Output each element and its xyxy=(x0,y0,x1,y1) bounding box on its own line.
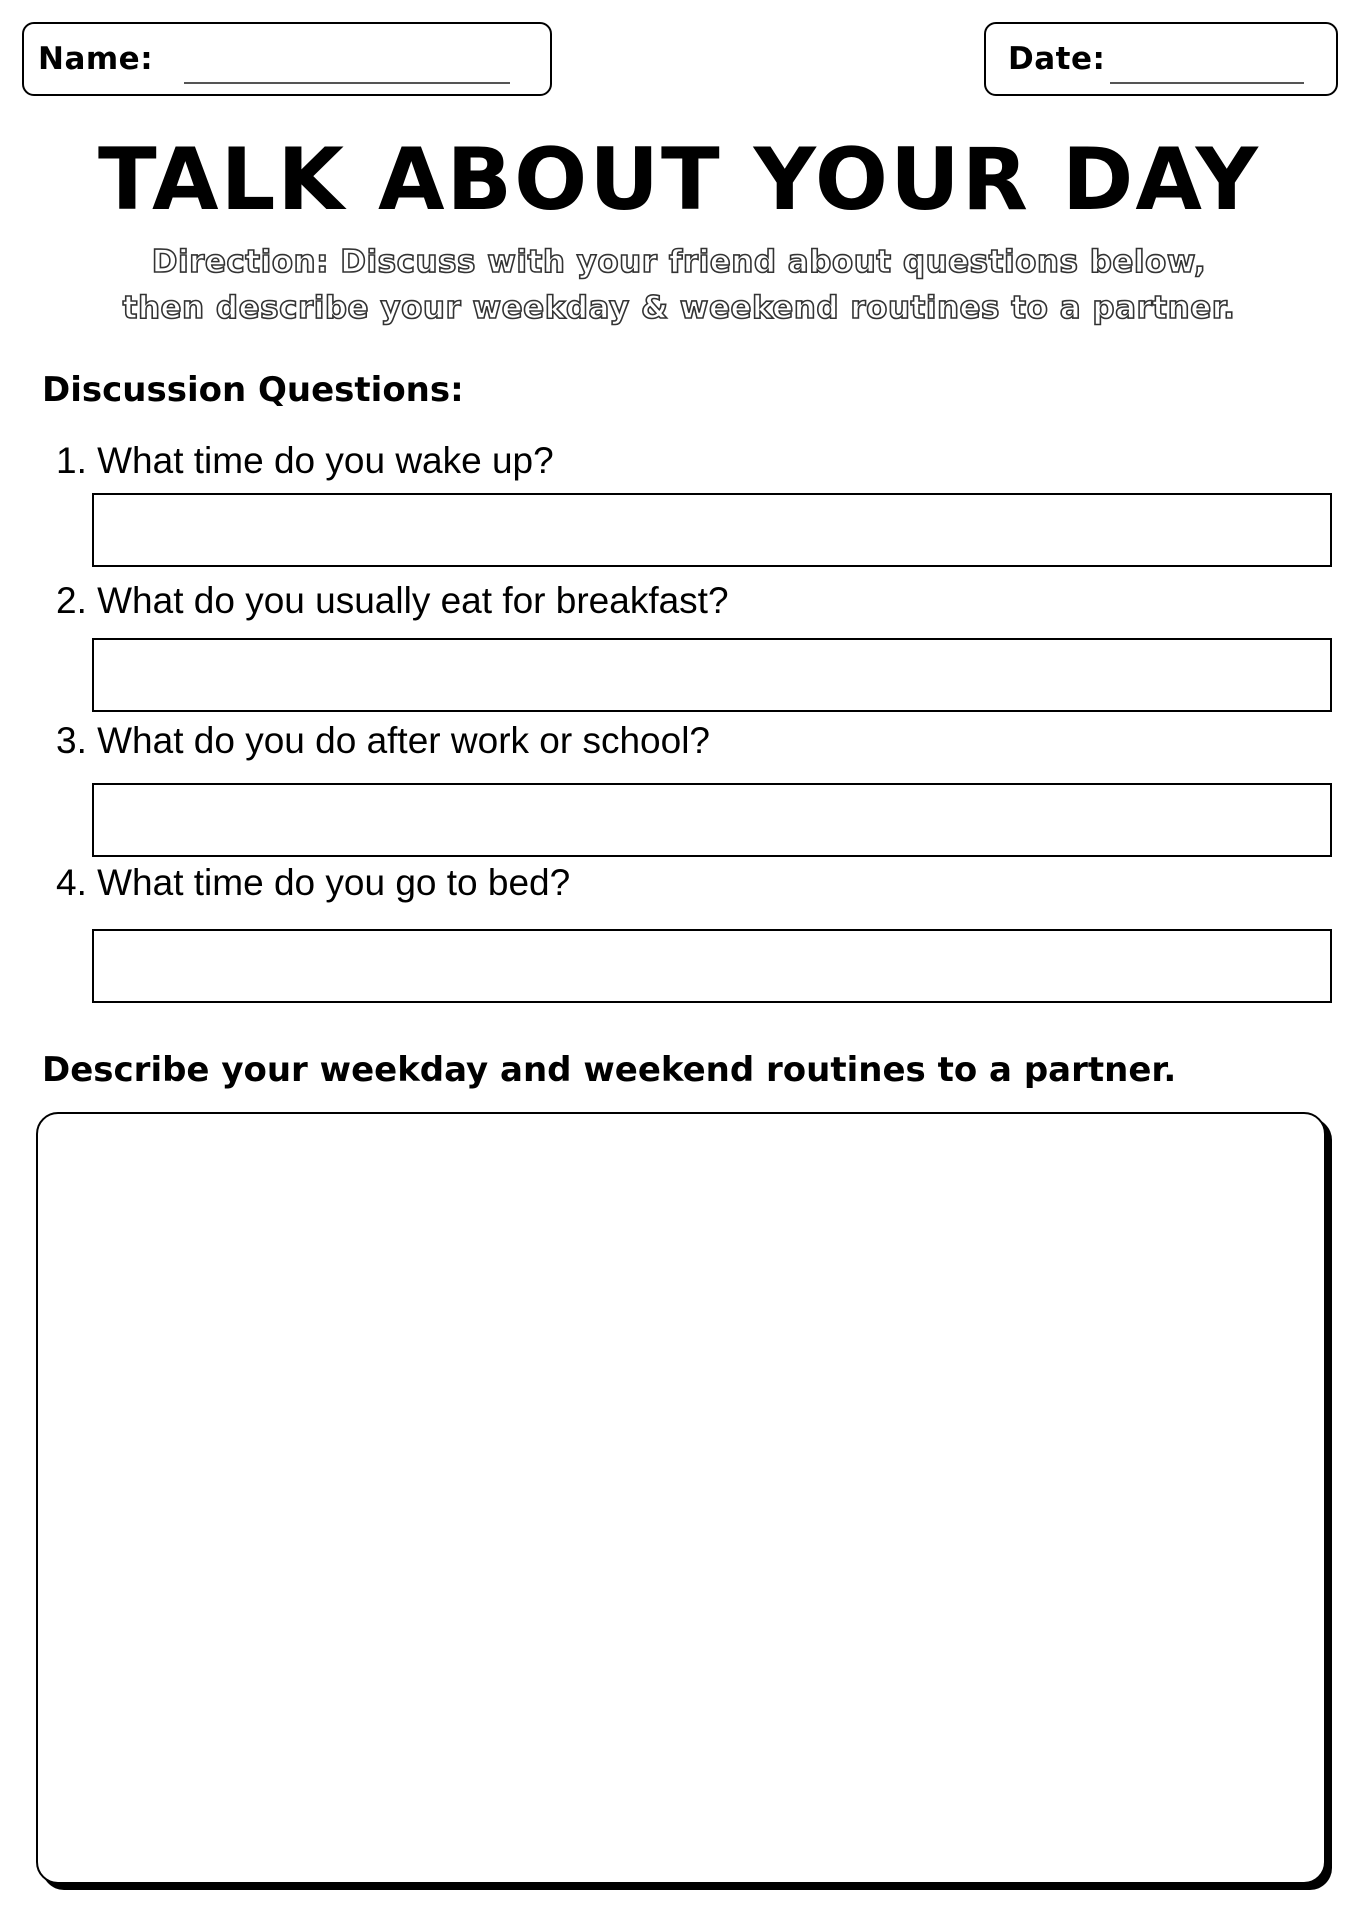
direction-line-2: then describe your weekday & weekend routines to a partner. xyxy=(122,290,1236,326)
question-3: 3. What do you do after work or school? xyxy=(56,720,711,761)
question-1: 1. What time do you wake up? xyxy=(56,440,554,481)
date-write-line[interactable] xyxy=(1110,82,1304,84)
answer-box-4[interactable] xyxy=(92,929,1332,1003)
name-field-box xyxy=(22,22,552,96)
discussion-questions-heading: Discussion Questions: xyxy=(42,370,464,410)
question-4: 4. What time do you go to bed? xyxy=(56,862,571,903)
answer-box-3[interactable] xyxy=(92,783,1332,857)
date-label: Date: xyxy=(1008,41,1106,77)
question-2: 2. What do you usually eat for breakfast? xyxy=(56,580,729,621)
page-title: TALK ABOUT YOUR DAY xyxy=(98,130,1260,230)
name-write-line[interactable] xyxy=(184,82,510,84)
routine-writing-box[interactable] xyxy=(36,1112,1326,1884)
name-label: Name: xyxy=(38,41,154,77)
describe-routines-heading: Describe your weekday and weekend routines to a partner. xyxy=(42,1050,1177,1090)
answer-box-2[interactable] xyxy=(92,638,1332,712)
date-field-box xyxy=(984,22,1338,96)
direction-line-1: Direction: Discuss with your friend about questions below, xyxy=(151,244,1207,280)
answer-box-1[interactable] xyxy=(92,493,1332,567)
